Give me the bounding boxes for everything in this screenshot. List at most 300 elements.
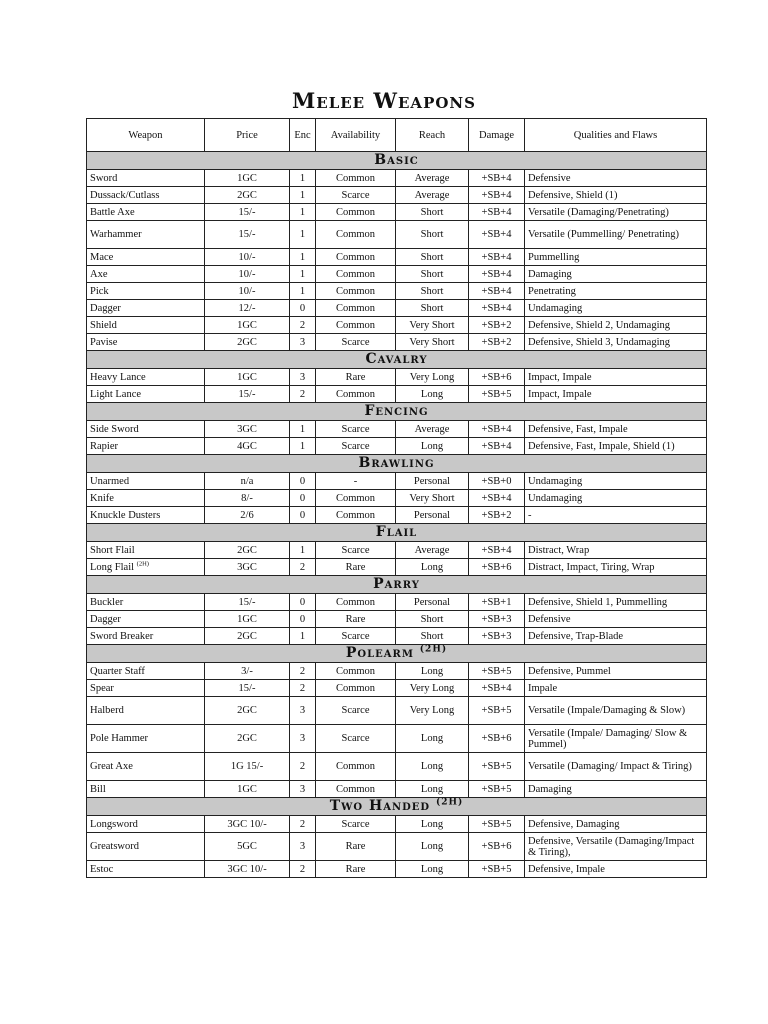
- table-row: [87, 816, 707, 833]
- enc-cell: [290, 861, 316, 878]
- availability-cell: [316, 300, 396, 317]
- reach-text: Short: [420, 251, 444, 263]
- damage-text: +SB+6: [481, 371, 512, 383]
- header-damage: Damage: [469, 119, 525, 152]
- qualities-text: Versatile (Damaging/Penetrating): [528, 206, 669, 218]
- weapon-cell: [87, 369, 205, 386]
- reach-text: Short: [420, 630, 444, 642]
- reach-cell: [396, 266, 469, 283]
- price-cell: [205, 833, 290, 861]
- qualities-text: Undamaging: [528, 302, 583, 314]
- damage-cell: [469, 816, 525, 833]
- reach-cell: [396, 507, 469, 524]
- availability-cell: [316, 559, 396, 576]
- availability-cell: [316, 438, 396, 455]
- price-text: 15/-: [238, 229, 256, 240]
- qualities-cell: [525, 542, 707, 559]
- table-row: [87, 334, 707, 351]
- availability-text: Common: [335, 319, 376, 331]
- enc-cell: [290, 204, 316, 221]
- price-cell: [205, 753, 290, 781]
- availability-cell: [316, 490, 396, 507]
- enc-cell: [290, 170, 316, 187]
- price-text: 1GC: [237, 783, 257, 795]
- qualities-text: Versatile (Impale/ Damaging/ Slow & Pummel): [528, 727, 688, 750]
- price-text: 4GC: [237, 440, 257, 452]
- enc-text: 2: [299, 388, 306, 400]
- table-row: [87, 507, 707, 524]
- section-title: Flail: [375, 524, 418, 540]
- enc-cell: [290, 249, 316, 266]
- availability-cell: [316, 473, 396, 490]
- damage-cell: [469, 507, 525, 524]
- availability-text: Rare: [345, 863, 366, 875]
- qualities-text: Defensive, Fast, Impale, Shield (1): [528, 440, 675, 452]
- qualities-cell: [525, 628, 707, 645]
- table-row: [87, 283, 707, 300]
- availability-text: Scarce: [341, 818, 370, 830]
- reach-text: Personal: [413, 475, 451, 487]
- damage-cell: [469, 266, 525, 283]
- availability-text: Common: [335, 682, 376, 694]
- enc-cell: [290, 221, 316, 249]
- damage-cell: [469, 473, 525, 490]
- table-row: [87, 663, 707, 680]
- weapon-text: Side Sword: [90, 423, 139, 435]
- reach-cell: [396, 421, 469, 438]
- weapon-text: Rapier: [90, 440, 118, 452]
- price-text: 1G 15/-: [230, 761, 264, 772]
- availability-text: Common: [335, 268, 376, 280]
- availability-cell: [316, 542, 396, 559]
- table-row: [87, 490, 707, 507]
- qualities-text: Defensive, Fast, Impale: [528, 423, 628, 435]
- availability-text: Scarce: [341, 336, 370, 348]
- reach-cell: [396, 663, 469, 680]
- enc-text: 1: [299, 172, 306, 184]
- weapon-text: Bill: [90, 783, 106, 795]
- damage-text: +SB+4: [481, 206, 512, 218]
- qualities-text: Defensive, Shield (1): [528, 189, 618, 201]
- section-header: [87, 645, 707, 663]
- enc-text: 1: [299, 251, 306, 263]
- header-enc: Enc: [290, 119, 316, 152]
- weapon-text: Knuckle Dusters: [90, 509, 161, 521]
- section-tag: (2H): [419, 644, 448, 655]
- weapon-text: Shield: [90, 319, 117, 331]
- table-row: [87, 249, 707, 266]
- qualities-text: Pummelling: [528, 251, 580, 263]
- reach-text: Very Short: [409, 319, 455, 331]
- damage-text: +SB+4: [481, 189, 512, 201]
- qualities-cell: [525, 317, 707, 334]
- price-cell: [205, 680, 290, 697]
- weapon-cell: [87, 266, 205, 283]
- reach-text: Long: [420, 561, 444, 573]
- enc-cell: [290, 542, 316, 559]
- damage-cell: [469, 438, 525, 455]
- enc-text: 3: [299, 733, 306, 744]
- page-title: Melee Weapons: [292, 88, 476, 113]
- availability-cell: [316, 680, 396, 697]
- availability-cell: [316, 861, 396, 878]
- section-title-cell: [87, 152, 707, 170]
- price-text: 15/-: [238, 596, 256, 608]
- weapon-cell: [87, 542, 205, 559]
- table-row: [87, 386, 707, 403]
- availability-cell: [316, 187, 396, 204]
- availability-cell: [316, 507, 396, 524]
- reach-cell: [396, 680, 469, 697]
- qualities-text: Damaging: [528, 783, 572, 795]
- damage-text: +SB+5: [481, 388, 512, 400]
- table-row: [87, 559, 707, 576]
- qualities-cell: [525, 204, 707, 221]
- reach-cell: [396, 833, 469, 861]
- price-text: 3GC 10/-: [227, 863, 267, 875]
- damage-cell: [469, 725, 525, 753]
- enc-text: 1: [299, 285, 306, 297]
- table-row: [87, 542, 707, 559]
- qualities-cell: [525, 697, 707, 725]
- weapon-cell: [87, 221, 205, 249]
- damage-text: +SB+2: [481, 319, 512, 331]
- enc-text: 2: [299, 818, 306, 830]
- qualities-text: Impact, Impale: [528, 388, 592, 400]
- weapon-cell: [87, 753, 205, 781]
- damage-text: +SB+5: [481, 863, 512, 875]
- qualities-cell: [525, 386, 707, 403]
- damage-text: +SB+6: [481, 733, 512, 744]
- qualities-cell: [525, 221, 707, 249]
- reach-text: Long: [420, 440, 444, 452]
- qualities-text: Defensive, Versatile (Damaging/Impact & Tiring),: [528, 835, 695, 858]
- price-text: 10/-: [238, 268, 256, 280]
- weapon-text: Pavise: [90, 336, 118, 348]
- enc-text: 1: [299, 189, 306, 201]
- header-qualities: Qualities and Flaws: [525, 119, 707, 152]
- weapon-text: Greatsword: [90, 841, 139, 852]
- reach-cell: [396, 611, 469, 628]
- price-text: 3GC 10/-: [227, 818, 267, 830]
- reach-text: Very Long: [409, 371, 455, 383]
- qualities-cell: [525, 611, 707, 628]
- table-row: [87, 697, 707, 725]
- damage-text: +SB+4: [481, 172, 512, 184]
- price-cell: [205, 725, 290, 753]
- qualities-text: Undamaging: [528, 475, 583, 487]
- weapon-text: Knife: [90, 492, 114, 504]
- weapon-text: Long Flail: [90, 561, 135, 573]
- reach-cell: [396, 300, 469, 317]
- enc-text: 3: [299, 336, 306, 348]
- damage-cell: [469, 697, 525, 725]
- section-header: [87, 576, 707, 594]
- damage-cell: [469, 317, 525, 334]
- enc-text: 3: [299, 783, 306, 795]
- reach-text: Short: [420, 302, 444, 314]
- qualities-cell: [525, 421, 707, 438]
- reach-cell: [396, 816, 469, 833]
- damage-text: +SB+5: [481, 783, 512, 795]
- damage-text: +SB+2: [481, 336, 512, 348]
- price-cell: [205, 559, 290, 576]
- enc-text: 0: [299, 596, 306, 608]
- enc-text: 2: [299, 561, 306, 573]
- price-text: 2GC: [237, 630, 257, 642]
- availability-cell: [316, 725, 396, 753]
- header-availability: Availability: [316, 119, 396, 152]
- qualities-text: Impale: [528, 682, 558, 694]
- availability-text: Rare: [345, 561, 366, 573]
- reach-cell: [396, 204, 469, 221]
- weapon-text: Longsword: [90, 818, 138, 830]
- availability-cell: [316, 833, 396, 861]
- qualities-cell: [525, 266, 707, 283]
- damage-cell: [469, 861, 525, 878]
- damage-text: +SB+4: [481, 229, 512, 240]
- reach-text: Long: [420, 783, 444, 795]
- damage-cell: [469, 680, 525, 697]
- reach-text: Long: [420, 665, 444, 677]
- section-title: Brawling: [358, 455, 435, 471]
- price-cell: [205, 542, 290, 559]
- availability-cell: [316, 663, 396, 680]
- reach-cell: [396, 861, 469, 878]
- enc-cell: [290, 300, 316, 317]
- enc-cell: [290, 283, 316, 300]
- table-row: [87, 833, 707, 861]
- availability-cell: [316, 317, 396, 334]
- qualities-cell: [525, 861, 707, 878]
- enc-cell: [290, 438, 316, 455]
- enc-text: 1: [299, 268, 306, 280]
- reach-text: Short: [420, 229, 444, 240]
- weapon-text: Spear: [90, 682, 114, 694]
- table-row: [87, 266, 707, 283]
- enc-cell: [290, 725, 316, 753]
- weapon-text: Pole Hammer: [90, 733, 149, 744]
- reach-cell: [396, 334, 469, 351]
- availability-text: Scarce: [341, 630, 370, 642]
- qualities-cell: [525, 507, 707, 524]
- weapon-cell: [87, 861, 205, 878]
- table-row: [87, 221, 707, 249]
- price-cell: [205, 317, 290, 334]
- reach-text: Personal: [413, 509, 451, 521]
- weapon-cell: [87, 594, 205, 611]
- damage-cell: [469, 833, 525, 861]
- price-text: 15/-: [238, 682, 256, 694]
- price-cell: [205, 421, 290, 438]
- weapon-text: Heavy Lance: [90, 371, 146, 383]
- price-cell: [205, 507, 290, 524]
- section-header: [87, 403, 707, 421]
- enc-text: 2: [299, 682, 306, 694]
- qualities-text: Distract, Wrap: [528, 544, 590, 556]
- section-title-cell: [87, 455, 707, 473]
- enc-text: 0: [299, 509, 306, 521]
- weapon-text: Dagger: [90, 613, 121, 625]
- enc-text: 1: [299, 423, 306, 435]
- enc-text: 2: [299, 319, 306, 331]
- section-header: [87, 152, 707, 170]
- price-text: 5GC: [237, 841, 257, 852]
- weapon-text: Great Axe: [90, 761, 133, 772]
- weapon-text: Warhammer: [90, 229, 142, 240]
- qualities-cell: [525, 725, 707, 753]
- damage-cell: [469, 663, 525, 680]
- price-text: 1GC: [237, 371, 257, 383]
- damage-text: +SB+3: [481, 613, 512, 625]
- weapon-cell: [87, 781, 205, 798]
- enc-text: 2: [299, 665, 306, 677]
- availability-cell: [316, 594, 396, 611]
- damage-text: +SB+4: [481, 682, 512, 694]
- reach-text: Short: [420, 268, 444, 280]
- price-text: 2GC: [237, 733, 257, 744]
- damage-text: +SB+5: [481, 665, 512, 677]
- section-title-cell: [87, 645, 707, 663]
- qualities-text: Distract, Impact, Tiring, Wrap: [528, 561, 655, 573]
- availability-text: Scarce: [341, 733, 370, 744]
- table-row: [87, 438, 707, 455]
- enc-text: 2: [299, 863, 306, 875]
- enc-text: 0: [299, 475, 306, 487]
- reach-text: Long: [420, 818, 444, 830]
- damage-cell: [469, 300, 525, 317]
- qualities-text: Defensive, Damaging: [528, 818, 620, 830]
- damage-cell: [469, 204, 525, 221]
- reach-cell: [396, 221, 469, 249]
- qualities-text: Defensive, Pummel: [528, 665, 611, 677]
- availability-text: Rare: [345, 613, 366, 625]
- price-cell: [205, 611, 290, 628]
- enc-cell: [290, 317, 316, 334]
- availability-cell: [316, 697, 396, 725]
- enc-text: 3: [299, 841, 306, 852]
- weapon-text: Halberd: [90, 705, 124, 716]
- enc-cell: [290, 421, 316, 438]
- enc-cell: [290, 628, 316, 645]
- weapon-cell: [87, 833, 205, 861]
- qualities-cell: [525, 663, 707, 680]
- table-row: [87, 680, 707, 697]
- section-title: Cavalry: [365, 351, 428, 367]
- qualities-cell: [525, 334, 707, 351]
- reach-cell: [396, 473, 469, 490]
- availability-text: Common: [335, 761, 376, 772]
- table-row: [87, 753, 707, 781]
- price-text: 15/-: [238, 206, 256, 218]
- qualities-text: Defensive: [528, 613, 571, 625]
- reach-text: Very Short: [409, 492, 455, 504]
- reach-text: Short: [420, 206, 444, 218]
- qualities-text: Versatile (Damaging/ Impact & Tiring): [528, 761, 692, 772]
- price-cell: [205, 334, 290, 351]
- qualities-text: Defensive, Impale: [528, 863, 605, 875]
- price-text: 3/-: [241, 665, 253, 677]
- enc-cell: [290, 266, 316, 283]
- qualities-cell: [525, 833, 707, 861]
- reach-cell: [396, 187, 469, 204]
- qualities-text: Defensive, Trap-Blade: [528, 630, 624, 642]
- section-header: [87, 798, 707, 816]
- qualities-cell: [525, 300, 707, 317]
- qualities-cell: [525, 249, 707, 266]
- availability-text: Common: [335, 206, 376, 218]
- section-title-cell: [87, 576, 707, 594]
- damage-text: +SB+4: [481, 268, 512, 280]
- availability-cell: [316, 628, 396, 645]
- price-text: 1GC: [237, 319, 257, 331]
- enc-text: 0: [299, 302, 306, 314]
- qualities-text: Versatile (Impale/Damaging & Slow): [528, 705, 686, 716]
- table-row: [87, 594, 707, 611]
- table-row: [87, 421, 707, 438]
- weapon-text: Mace: [90, 251, 114, 263]
- availability-text: Scarce: [341, 544, 370, 556]
- reach-text: Short: [420, 613, 444, 625]
- weapon-text: Buckler: [90, 596, 124, 608]
- reach-text: Long: [420, 761, 444, 772]
- reach-cell: [396, 781, 469, 798]
- damage-cell: [469, 753, 525, 781]
- weapon-cell: [87, 611, 205, 628]
- availability-text: Scarce: [341, 705, 370, 716]
- damage-text: +SB+0: [481, 475, 512, 487]
- damage-text: +SB+4: [481, 302, 512, 314]
- reach-text: Long: [420, 733, 444, 744]
- weapon-cell: [87, 187, 205, 204]
- qualities-text: Defensive: [528, 172, 571, 184]
- weapon-cell: [87, 490, 205, 507]
- price-cell: [205, 187, 290, 204]
- weapon-text: Short Flail: [90, 544, 135, 556]
- section-title: Basic: [374, 152, 419, 168]
- reach-cell: [396, 628, 469, 645]
- price-text: 3GC: [237, 423, 257, 435]
- reach-text: Personal: [413, 596, 451, 608]
- availability-text: Common: [335, 492, 376, 504]
- section-title-cell: [87, 403, 707, 421]
- price-text: 1GC: [237, 172, 257, 184]
- damage-cell: [469, 369, 525, 386]
- price-cell: [205, 697, 290, 725]
- table-row: [87, 170, 707, 187]
- section-title: Two Handed: [329, 798, 431, 814]
- enc-cell: [290, 507, 316, 524]
- price-text: 2GC: [237, 336, 257, 348]
- qualities-text: Impact, Impale: [528, 371, 592, 383]
- damage-text: +SB+6: [481, 561, 512, 573]
- weapon-cell: [87, 283, 205, 300]
- weapon-text: Light Lance: [90, 388, 142, 400]
- qualities-text: -: [528, 509, 532, 521]
- table-row: [87, 628, 707, 645]
- table-row: [87, 369, 707, 386]
- weapon-cell: [87, 663, 205, 680]
- weapon-cell: [87, 334, 205, 351]
- enc-cell: [290, 611, 316, 628]
- price-cell: [205, 438, 290, 455]
- enc-text: 3: [299, 371, 306, 383]
- damage-text: +SB+5: [481, 705, 512, 716]
- table-row: [87, 781, 707, 798]
- price-cell: [205, 369, 290, 386]
- availability-text: Common: [335, 665, 376, 677]
- damage-text: +SB+4: [481, 440, 512, 452]
